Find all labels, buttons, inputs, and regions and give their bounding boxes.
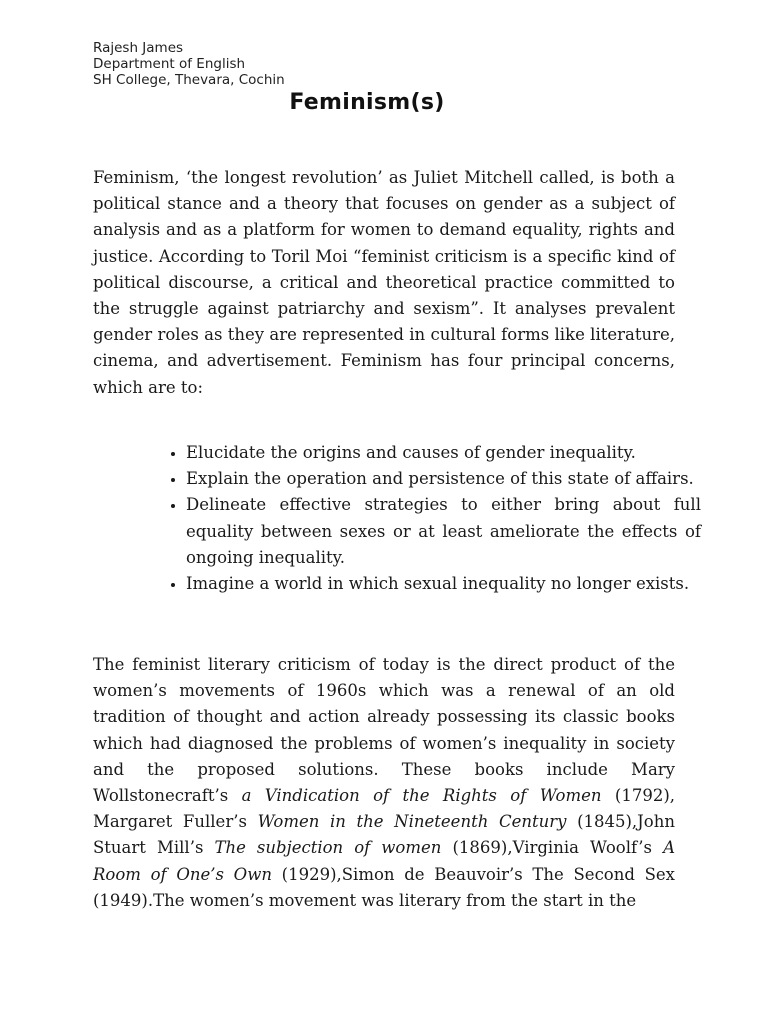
history-text: The feminist literary criticism of today is the direct product of the women’s movements of 1960s which was a renewal of an old tradition of thought and action already possessing its classic books which had diagnosed the problems of women’s inequality in society and the proposed solutions. These books include Mary Wollstonecraft’s <box>93 655 675 806</box>
paragraph-history <box>93 652 675 914</box>
author-header <box>93 40 285 88</box>
book-title-room-of-ones-own: A Room of One’s Own <box>93 838 675 884</box>
author-name: Rajesh James <box>93 40 184 56</box>
list-item: • Imagine a world in which sexual inequality no longer exists. <box>186 571 701 597</box>
department-name: Department of English <box>93 56 246 72</box>
history-text: (1792), Margaret Fuller’s <box>93 786 676 832</box>
book-title-nineteenth-century: Women in the Nineteenth Century <box>257 812 567 832</box>
book-title-subjection: The subjection of women <box>214 838 442 858</box>
book-title-vindication: a Vindication of the Rights of Women <box>241 786 602 806</box>
college-name: SH College, Thevara, Cochin <box>93 72 285 88</box>
concerns-list <box>160 440 701 597</box>
history-text: (1869),Virginia Woolf’s <box>441 838 664 858</box>
history-text: (1845),John Stuart Mill’s <box>93 812 675 858</box>
list-item: • Delineate effective strategies to either bring about full equality between sexes or at least ameliorate the effects of ongoing inequality. <box>186 492 701 571</box>
paragraph-intro: Feminism, ‘the longest revolution’ as Juliet Mitchell called, is both a political stance and a theory that focuses on gender as a subject of analysis and as a platform for women to demand equality, rights and justice. According to Toril Moi “feminist criticism is a specific kind of political discourse, a critical and theoretical practice committed to the struggle against patriarchy and sexism”. It analyses prevalent gender roles as they are represented in cultural forms like literature, cinema, and advertisement. Feminism has four principal concerns, which are to: <box>93 168 675 397</box>
list-item: • Elucidate the origins and causes of gender inequality. <box>186 440 701 466</box>
list-item: • Explain the operation and persistence of this state of affairs. <box>186 466 701 492</box>
page-title: Feminism(s) <box>289 90 445 115</box>
history-text: (1929),Simon de Beauvoir’s The Second Sex (1949).The women’s movement was literary from the start in the <box>93 864 675 910</box>
